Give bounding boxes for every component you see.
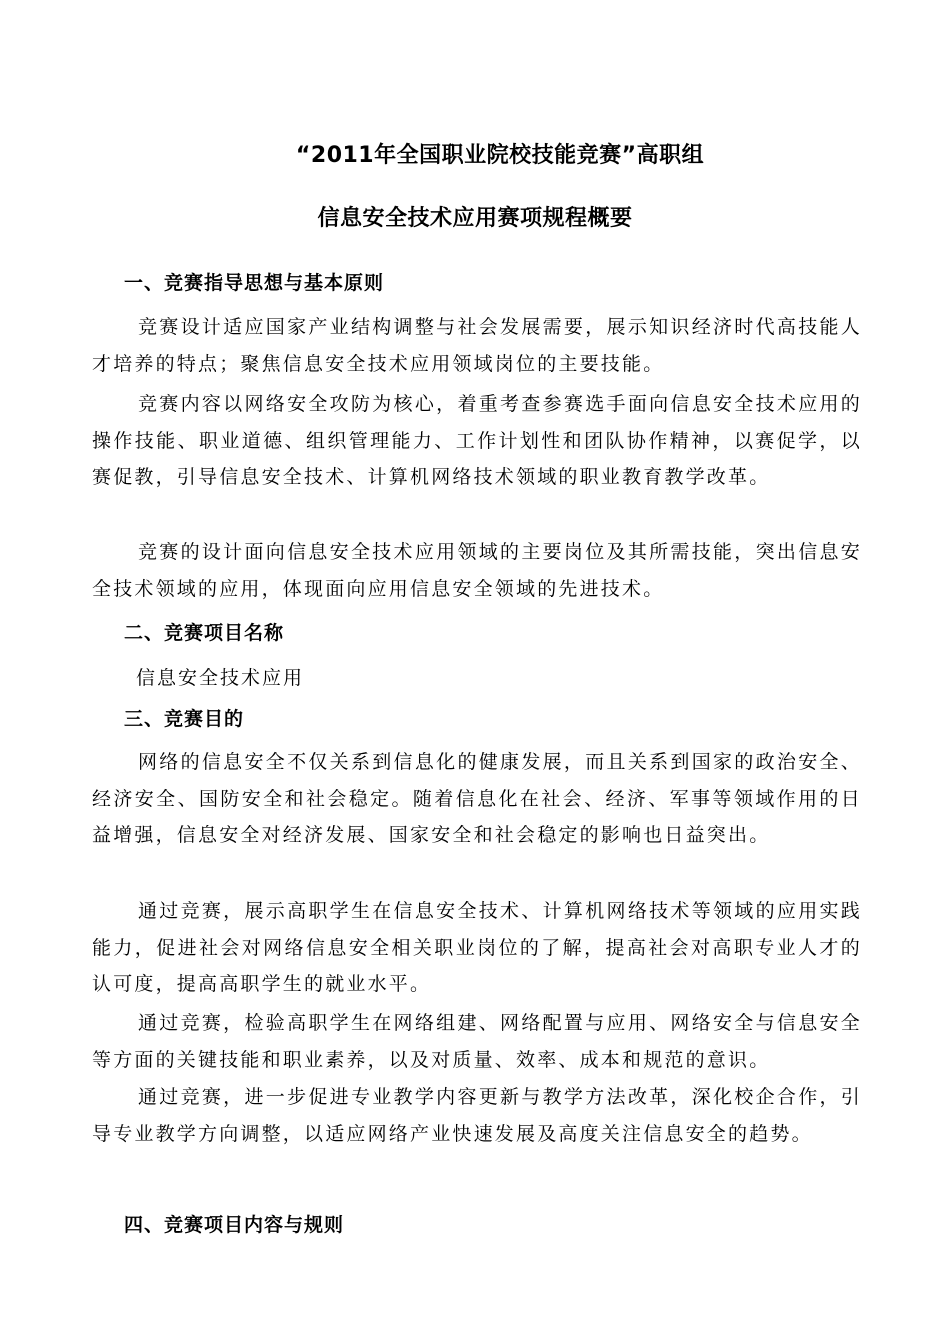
section3-paragraph-3: 通过竞赛，检验高职学生在网络组建、网络配置与应用、网络安全与信息安全等方面的关键技能和职业素养，以及对质量、效率、成本和规范的意识。 (92, 1012, 862, 1071)
section1-paragraph-1: 竞赛设计适应国家产业结构调整与社会发展需要，展示知识经济时代高技能人才培养的特点；聚焦信息安全技术应用领域岗位的主要技能。 (92, 316, 862, 375)
section2-heading: 二、竞赛项目名称 (124, 622, 285, 644)
section3-paragraph-4: 通过竞赛，进一步促进专业教学内容更新与教学方法改革，深化校企合作，引导专业教学方向调整，以适应网络产业快速发展及高度关注信息安全的趋势。 (92, 1086, 862, 1145)
section3-paragraph-2: 通过竞赛，展示高职学生在信息安全技术、计算机网络技术等领域的应用实践能力，促进社会对网络信息安全相关职业岗位的了解，提高社会对高职专业人才的认可度，提高高职学生的就业水平。 (92, 900, 862, 995)
section3-heading: 三、竞赛目的 (124, 708, 245, 730)
section1-paragraph-3: 竞赛的设计面向信息安全技术应用领域的主要岗位及其所需技能，突出信息安全技术领域的应用，体现面向应用信息安全领域的先进技术。 (92, 541, 862, 600)
section1-paragraph-2: 竞赛内容以网络安全攻防为核心，着重考查参赛选手面向信息安全技术应用的操作技能、职业道德、组织管理能力、工作计划性和团队协作精神，以赛促学，以赛促教，引导信息安全技术、计算机网络技术领域的职业教育教学改革。 (92, 393, 862, 488)
section4-heading: 四、竞赛项目内容与规则 (124, 1214, 345, 1236)
section2-text: 信息安全技术应用 (136, 667, 305, 689)
section1-heading: 一、竞赛指导思想与基本原则 (124, 272, 385, 294)
document-title-line2: 信息安全技术应用赛项规程概要 (317, 206, 633, 231)
document-title-line1: “2011年全国职业院校技能竞赛”高职组 (295, 143, 705, 168)
section3-paragraph-1: 网络的信息安全不仅关系到信息化的健康发展，而且关系到国家的政治安全、经济安全、国防安全和社会稳定。随着信息化在社会、经济、军事等领域作用的日益增强，信息安全对经济发展、国家安全和社会稳定的影响也日益突出。 (92, 751, 862, 846)
